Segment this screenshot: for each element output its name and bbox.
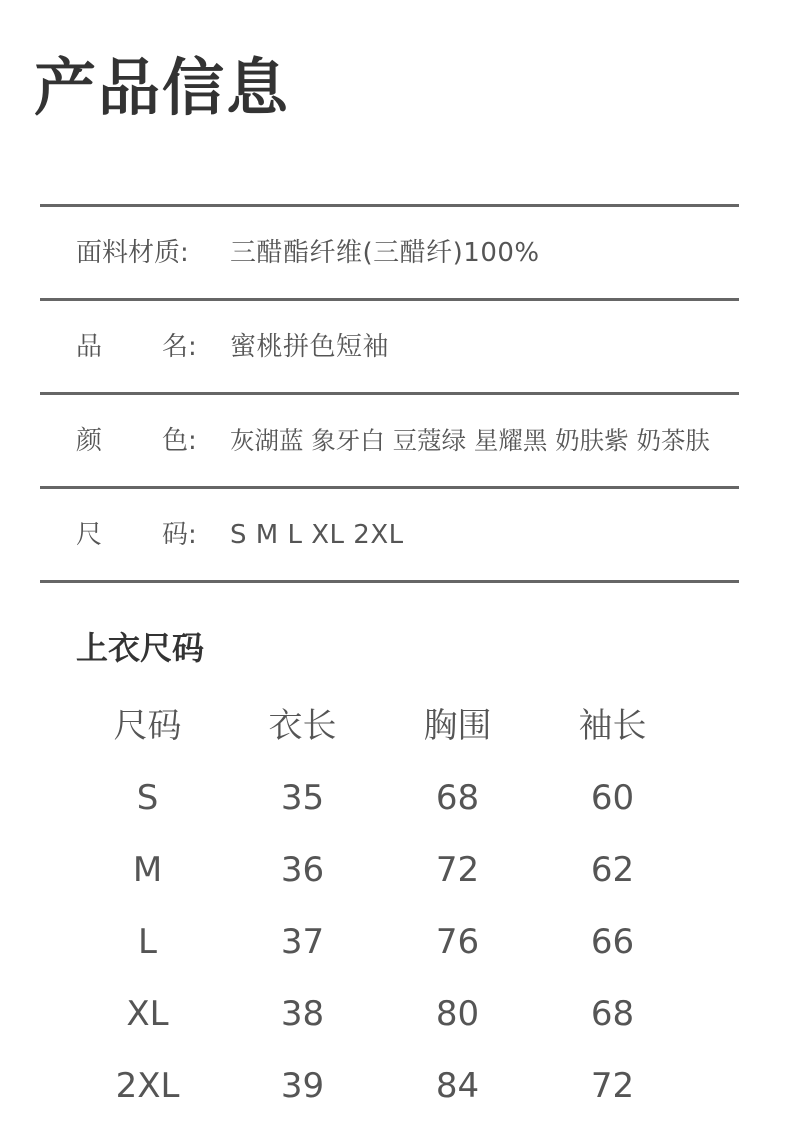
table-cell: 37	[280, 922, 325, 962]
color-value: 灰湖蓝 象牙白 豆蔻绿 星耀黑 奶肤紫 奶茶肤	[230, 425, 710, 455]
size-chart-header-row	[70, 690, 690, 762]
product-info-table	[40, 204, 739, 583]
table-cell: XL	[126, 994, 169, 1034]
size-label-second: 码:	[162, 519, 197, 550]
info-label	[76, 423, 226, 459]
info-row-color	[40, 395, 739, 486]
page-title: 产品信息	[34, 51, 291, 124]
header-cell: 袖长	[578, 706, 647, 746]
table-cell: L	[138, 922, 157, 962]
table-cell: 39	[280, 1066, 325, 1106]
table-row	[70, 978, 690, 1050]
color-label-first: 颜	[76, 425, 103, 456]
table-cell: 68	[435, 778, 480, 818]
header-cell: 衣长	[268, 706, 337, 746]
table-cell: 66	[590, 922, 635, 962]
table-cell: S	[136, 778, 159, 818]
table-row	[70, 762, 690, 834]
table-cell: 84	[435, 1066, 480, 1106]
name-label-second: 名:	[162, 331, 197, 362]
size-chart-title: 上衣尺码	[76, 629, 205, 667]
material-value: 三醋酯纤维(三醋纤)100%	[230, 237, 540, 268]
size-chart-table	[70, 690, 690, 1122]
table-row	[70, 834, 690, 906]
info-row-name	[40, 301, 739, 392]
table-cell: 72	[435, 850, 480, 890]
material-label: 面料材质:	[76, 237, 189, 268]
table-cell: 60	[590, 778, 635, 818]
divider	[40, 580, 739, 583]
name-value: 蜜桃拼色短袖	[230, 331, 390, 362]
table-cell: 35	[280, 778, 325, 818]
table-cell: 36	[280, 850, 325, 890]
table-cell: 80	[435, 994, 480, 1034]
table-cell: 72	[590, 1066, 635, 1106]
header-cell: 尺码	[113, 706, 182, 746]
table-cell: 62	[590, 850, 635, 890]
size-value: S M L XL 2XL	[230, 519, 404, 550]
info-row-size	[40, 489, 739, 580]
name-label-first: 品	[76, 331, 103, 362]
table-cell: 76	[435, 922, 480, 962]
table-row	[70, 1050, 690, 1122]
info-label	[76, 235, 226, 271]
table-cell: 68	[590, 994, 635, 1034]
color-label-second: 色:	[162, 425, 197, 456]
info-label	[76, 329, 226, 365]
table-row	[70, 906, 690, 978]
info-label	[76, 517, 226, 553]
table-cell: 2XL	[115, 1066, 180, 1106]
info-row-material	[40, 207, 739, 298]
size-label-first: 尺	[76, 519, 103, 550]
table-cell: 38	[280, 994, 325, 1034]
header-cell: 胸围	[423, 706, 492, 746]
table-cell: M	[132, 850, 163, 890]
